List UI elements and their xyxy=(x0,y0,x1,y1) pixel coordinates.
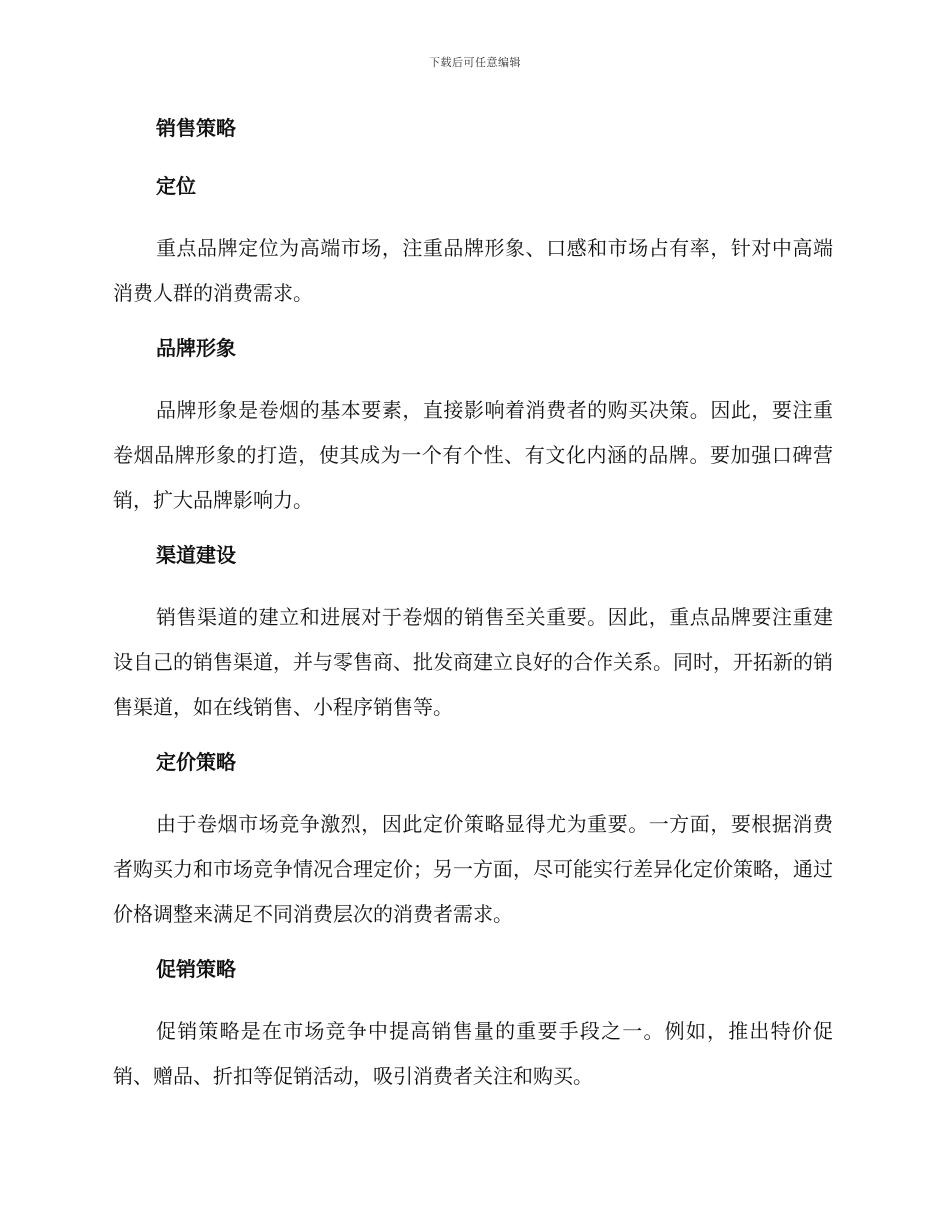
section-body-brand-image: 品牌形象是卷烟的基本要素，直接影响着消费者的购买决策。因此，要注重卷烟品牌形象的打造，使其成为一个有个性、有文化内涵的品牌。要加强口碑营销，扩大品牌影响力。 xyxy=(113,398,833,512)
document-content xyxy=(113,110,833,1113)
document-title: 销售策略 xyxy=(156,116,236,140)
section-heading-pricing-strategy: 定价策略 xyxy=(156,750,236,774)
section-body-channel-building: 销售渠道的建立和进展对于卷烟的销售至关重要。因此，重点品牌要注重建设自己的销售渠道，并与零售商、批发商建立良好的合作关系。同时，开拓新的销售渠道，如在线销售、小程序销售等。 xyxy=(113,605,833,719)
section-heading-promotion-strategy: 促销策略 xyxy=(156,957,236,981)
section-heading-brand-image: 品牌形象 xyxy=(156,336,236,360)
section-body-positioning: 重点品牌定位为高端市场，注重品牌形象、口感和市场占有率，针对中高端消费人群的消费需求。 xyxy=(113,236,833,305)
section-heading-positioning: 定位 xyxy=(156,174,196,198)
section-heading-channel-building: 渠道建设 xyxy=(156,543,236,567)
section-body-promotion-strategy: 促销策略是在市场竞争中提高销售量的重要手段之一。例如，推出特价促销、赠品、折扣等促销活动，吸引消费者关注和购买。 xyxy=(113,1019,833,1088)
section-body-pricing-strategy: 由于卷烟市场竞争激烈，因此定价策略显得尤为重要。一方面，要根据消费者购买力和市场竞争情况合理定价；另一方面，尽可能实行差异化定价策略，通过价格调整来满足不同消费层次的消费者需求。 xyxy=(113,812,833,926)
page-header-note: 下载后可任意编辑 xyxy=(429,56,521,69)
